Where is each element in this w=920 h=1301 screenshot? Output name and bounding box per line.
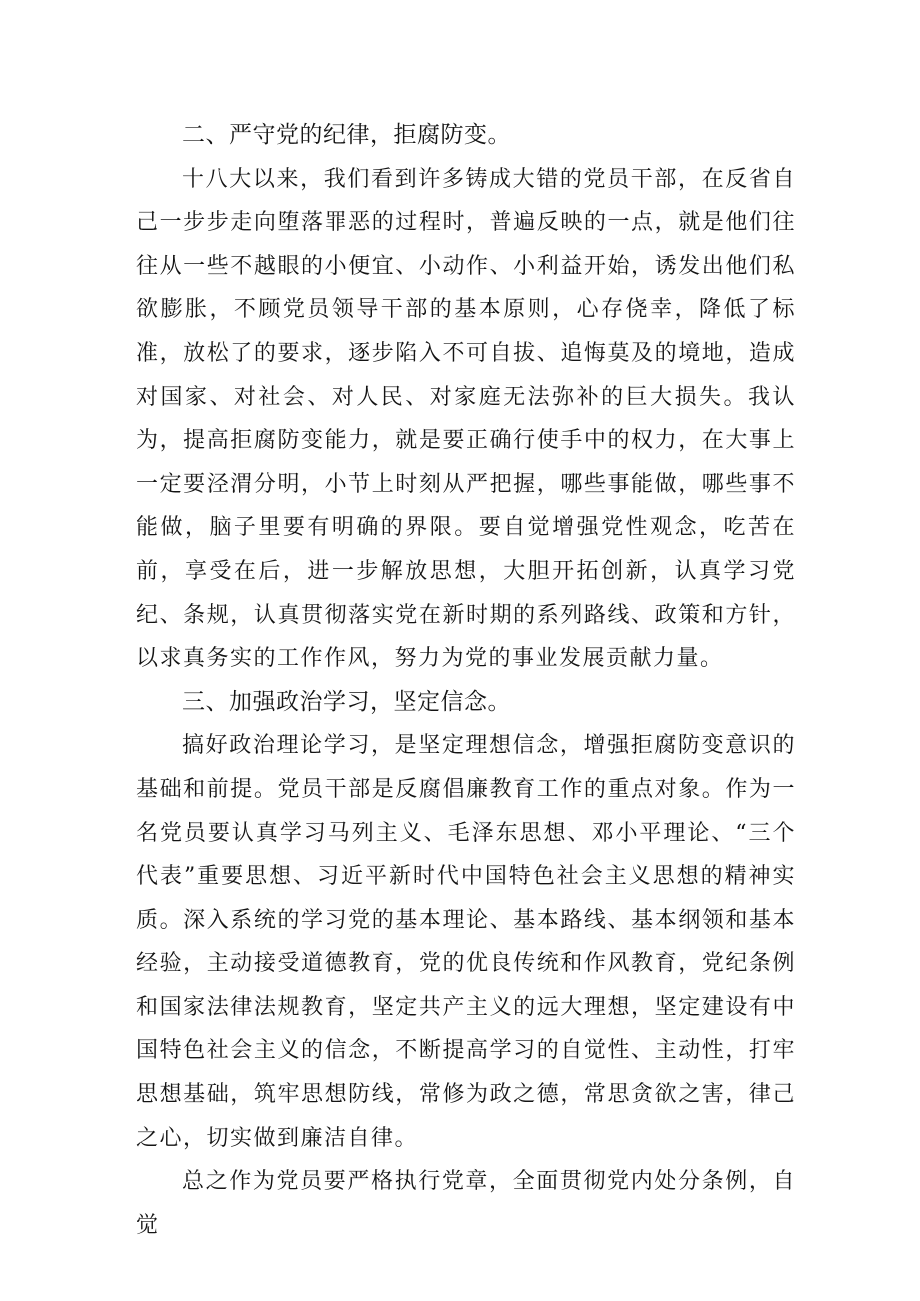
document-body bbox=[136, 114, 796, 1247]
section-paragraph-discipline: 十八大以来，我们看到许多铸成大错的党员干部，在反省自己一步步走向堕落罪恶的过程时，普遍反映的一点，就是他们往往从一些不越眼的小便宜、小动作、小利益开始，诱发出他们私欲膨胀，不顾党员领导干部的基本原则，心存侥幸，降低了标准，放松了的要求，逐步陷入不可自拔、追悔莫及的境地，造成对国家、对社会、对人民、对家庭无法弥补的巨大损失。我认为，提高拒腐防变能力，就是要正确行使手中的权力，在大事上一定要泾渭分明，小节上时刻从严把握，哪些事能做，哪些事不能做，脑子里要有明确的界限。要自觉增强党性观念，吃苦在前，享受在后，进一步解放思想，大胆开拓创新，认真学习党纪、条规，认真贯彻落实党在新时期的系列路线、政策和方针，以求真务实的工作作风，努力为党的事业发展贡献力量。 bbox=[136, 166, 796, 672]
closing-paragraph: 总之作为党员要严格执行党章，全面贯彻党内处分条例，自觉 bbox=[136, 1169, 796, 1238]
section-paragraph-political-study: 搞好政治理论学习，是坚定理想信念，增强拒腐防变意识的基础和前提。党员干部是反腐倡廉教育工作的重点对象。作为一名党员要认真学习马列主义、毛泽东思想、邓小平理论、“三个代表”重要思想、习近平新时代中国特色社会主义思想的精神实质。深入系统的学习党的基本理论、基本路线、基本纲领和基本经验，主动接受道德教育，党的优良传统和作风教育，党纪条例和国家法律法规教育，坚定共产主义的远大理想，坚定建设有中国特色社会主义的信念，不断提高学习的自觉性、主动性，打牢思想基础，筑牢思想防线，常修为政之德，常思贪欲之害，律己之心，切实做到廉洁自律。 bbox=[136, 733, 796, 1151]
section-heading-discipline: 二、严守党的纪律，拒腐防变。 bbox=[182, 122, 511, 148]
section-heading-political-study: 三、加强政治学习，坚定信念。 bbox=[182, 688, 511, 715]
